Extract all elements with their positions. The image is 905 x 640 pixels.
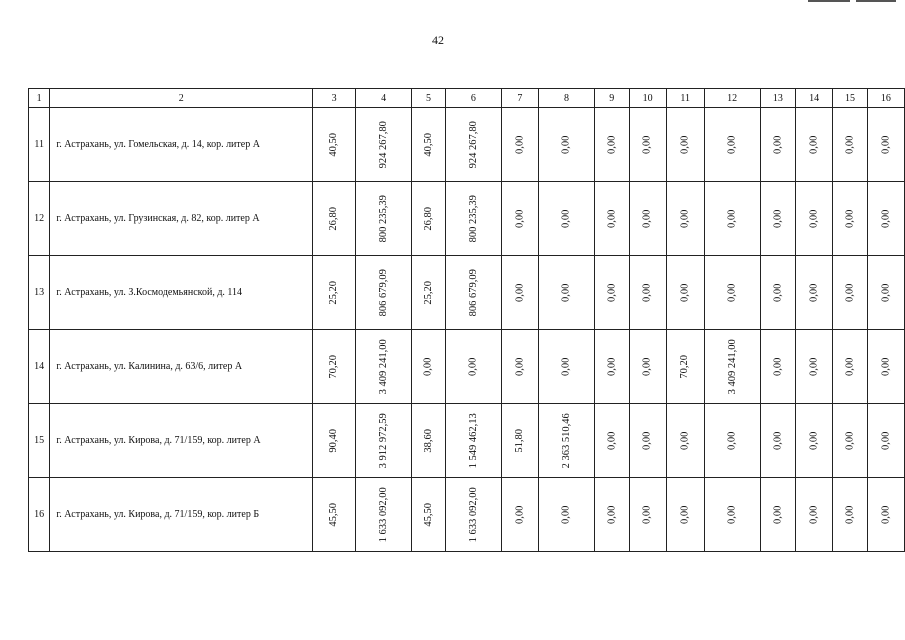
value-cell	[313, 330, 356, 404]
value-cell	[356, 478, 412, 552]
value-text: 0,00	[514, 209, 526, 228]
value-text: 0,00	[808, 209, 820, 228]
value-text: 26,80	[328, 206, 340, 231]
value-cell	[412, 478, 446, 552]
value-text: 0,00	[560, 135, 572, 154]
header-cell: 14	[796, 89, 833, 108]
value-cell	[666, 182, 704, 256]
value-text: 0,00	[844, 431, 856, 450]
value-text: 0,00	[606, 135, 618, 154]
value-cell	[445, 478, 501, 552]
value-cell	[412, 182, 446, 256]
value-cell	[796, 330, 833, 404]
value-cell	[629, 330, 666, 404]
value-text: 0,00	[679, 431, 691, 450]
value-text: 0,00	[772, 357, 784, 376]
table-row	[29, 404, 905, 478]
value-cell	[666, 478, 704, 552]
value-cell	[796, 108, 833, 182]
value-cell	[313, 256, 356, 330]
address-cell: г. Астрахань, ул. Калинина, д. 63/6, литер А	[50, 330, 313, 404]
value-cell	[704, 478, 760, 552]
value-text: 0,00	[880, 283, 892, 302]
value-text: 0,00	[880, 505, 892, 524]
value-text: 0,00	[560, 357, 572, 376]
value-text: 26,80	[422, 206, 434, 231]
value-cell	[704, 182, 760, 256]
value-text: 0,00	[808, 505, 820, 524]
value-cell	[760, 256, 795, 330]
value-text: 45,50	[328, 502, 340, 527]
value-text: 0,00	[772, 283, 784, 302]
value-text: 1 633 092,00	[467, 486, 479, 543]
value-text: 70,20	[328, 354, 340, 379]
value-text: 0,00	[772, 505, 784, 524]
value-text: 806 679,09	[467, 268, 479, 317]
value-text: 806 679,09	[377, 268, 389, 317]
value-cell	[760, 404, 795, 478]
value-text: 0,00	[606, 357, 618, 376]
header-cell: 2	[50, 89, 313, 108]
value-cell	[445, 256, 501, 330]
value-text: 924 267,80	[467, 120, 479, 169]
row-number: 12	[29, 182, 50, 256]
value-text: 0,00	[844, 135, 856, 154]
value-cell	[538, 478, 594, 552]
value-cell	[796, 404, 833, 478]
value-text: 3 409 241,00	[726, 338, 738, 395]
value-cell	[629, 256, 666, 330]
row-number: 13	[29, 256, 50, 330]
value-cell	[501, 108, 538, 182]
value-cell	[666, 108, 704, 182]
value-cell	[313, 404, 356, 478]
header-cell: 10	[629, 89, 666, 108]
value-cell	[796, 478, 833, 552]
value-text: 40,50	[328, 132, 340, 157]
value-text: 0,00	[514, 357, 526, 376]
value-text: 0,00	[880, 431, 892, 450]
value-cell	[538, 256, 594, 330]
value-text: 0,00	[514, 505, 526, 524]
corner-mark-right	[856, 0, 896, 2]
value-cell	[760, 182, 795, 256]
value-cell	[704, 330, 760, 404]
value-cell	[833, 478, 868, 552]
value-text: 0,00	[726, 283, 738, 302]
header-cell: 16	[867, 89, 904, 108]
value-text: 0,00	[726, 431, 738, 450]
row-number: 15	[29, 404, 50, 478]
value-text: 70,20	[679, 354, 691, 379]
header-cell: 1	[29, 89, 50, 108]
value-text: 0,00	[641, 283, 653, 302]
value-text: 90,40	[328, 428, 340, 453]
value-cell	[445, 182, 501, 256]
row-number: 16	[29, 478, 50, 552]
value-cell	[445, 330, 501, 404]
value-cell	[356, 404, 412, 478]
value-text: 0,00	[808, 283, 820, 302]
value-text: 0,00	[726, 209, 738, 228]
header-cell: 8	[538, 89, 594, 108]
table-row	[29, 330, 905, 404]
value-cell	[356, 108, 412, 182]
value-text: 0,00	[679, 283, 691, 302]
value-cell	[833, 256, 868, 330]
value-cell	[538, 108, 594, 182]
value-text: 0,00	[679, 209, 691, 228]
value-cell	[356, 256, 412, 330]
value-cell	[412, 404, 446, 478]
value-cell	[760, 478, 795, 552]
value-text: 800 235,39	[377, 194, 389, 243]
value-text: 0,00	[606, 431, 618, 450]
value-text: 0,00	[467, 357, 479, 376]
row-number: 14	[29, 330, 50, 404]
value-text: 0,00	[844, 357, 856, 376]
value-cell	[501, 404, 538, 478]
value-cell	[412, 108, 446, 182]
value-text: 25,20	[422, 280, 434, 305]
value-cell	[629, 182, 666, 256]
value-cell	[867, 330, 904, 404]
value-cell	[704, 108, 760, 182]
header-cell: 11	[666, 89, 704, 108]
value-cell	[867, 182, 904, 256]
value-cell	[313, 182, 356, 256]
value-text: 0,00	[808, 135, 820, 154]
header-cell: 4	[356, 89, 412, 108]
value-text: 25,20	[328, 280, 340, 305]
value-cell	[704, 404, 760, 478]
value-cell	[666, 404, 704, 478]
value-cell	[412, 330, 446, 404]
value-text: 0,00	[606, 505, 618, 524]
value-text: 0,00	[844, 505, 856, 524]
value-text: 0,00	[808, 431, 820, 450]
corner-mark-left	[808, 0, 850, 2]
value-cell	[538, 330, 594, 404]
value-text: 38,60	[422, 428, 434, 453]
value-cell	[867, 256, 904, 330]
value-text: 0,00	[641, 431, 653, 450]
value-cell	[666, 256, 704, 330]
value-text: 0,00	[641, 357, 653, 376]
value-cell	[833, 108, 868, 182]
value-cell	[501, 182, 538, 256]
value-text: 40,50	[422, 132, 434, 157]
data-table	[28, 88, 905, 552]
value-cell	[760, 108, 795, 182]
value-text: 3 409 241,00	[377, 338, 389, 395]
value-cell	[356, 330, 412, 404]
value-cell	[595, 478, 630, 552]
header-cell: 7	[501, 89, 538, 108]
value-cell	[867, 404, 904, 478]
table-row	[29, 256, 905, 330]
value-text: 0,00	[880, 357, 892, 376]
value-text: 0,00	[808, 357, 820, 376]
value-cell	[867, 108, 904, 182]
value-text: 0,00	[726, 505, 738, 524]
value-cell	[356, 182, 412, 256]
value-cell	[629, 404, 666, 478]
value-cell	[595, 256, 630, 330]
value-cell	[595, 182, 630, 256]
value-cell	[760, 330, 795, 404]
value-text: 0,00	[560, 505, 572, 524]
value-cell	[833, 330, 868, 404]
address-cell: г. Астрахань, ул. Гомельская, д. 14, кор. литер А	[50, 108, 313, 182]
value-text: 0,00	[606, 283, 618, 302]
value-cell	[313, 108, 356, 182]
value-text: 3 912 972,59	[377, 412, 389, 469]
table-row	[29, 108, 905, 182]
value-text: 0,00	[844, 209, 856, 228]
address-cell: г. Астрахань, ул. Кирова, д. 71/159, кор. литер Б	[50, 478, 313, 552]
value-text: 51,80	[514, 428, 526, 453]
header-cell: 6	[445, 89, 501, 108]
value-cell	[704, 256, 760, 330]
value-cell	[595, 404, 630, 478]
value-cell	[796, 256, 833, 330]
value-cell	[796, 182, 833, 256]
value-text: 0,00	[514, 135, 526, 154]
value-cell	[595, 330, 630, 404]
value-text: 0,00	[772, 209, 784, 228]
page-number: 42	[432, 33, 444, 47]
value-cell	[445, 108, 501, 182]
value-cell	[629, 108, 666, 182]
value-text: 0,00	[606, 209, 618, 228]
value-cell	[501, 478, 538, 552]
value-text: 0,00	[679, 505, 691, 524]
value-cell	[445, 404, 501, 478]
value-cell	[595, 108, 630, 182]
value-text: 45,50	[422, 502, 434, 527]
header-cell: 3	[313, 89, 356, 108]
address-cell: г. Астрахань, ул. З.Космодемьянской, д. 114	[50, 256, 313, 330]
value-text: 0,00	[560, 209, 572, 228]
value-cell	[833, 404, 868, 478]
value-cell	[538, 182, 594, 256]
value-text: 0,00	[560, 283, 572, 302]
header-cell: 13	[760, 89, 795, 108]
value-text: 0,00	[726, 135, 738, 154]
value-text: 0,00	[880, 209, 892, 228]
value-text: 1 549 462,13	[467, 412, 479, 469]
header-cell: 5	[412, 89, 446, 108]
value-cell	[629, 478, 666, 552]
value-text: 0,00	[772, 431, 784, 450]
value-cell	[501, 256, 538, 330]
row-number: 11	[29, 108, 50, 182]
table-row	[29, 182, 905, 256]
value-text: 0,00	[880, 135, 892, 154]
header-cell: 15	[833, 89, 868, 108]
value-text: 0,00	[844, 283, 856, 302]
value-text: 0,00	[772, 135, 784, 154]
value-text: 0,00	[514, 283, 526, 302]
value-text: 1 633 092,00	[377, 486, 389, 543]
address-cell: г. Астрахань, ул. Грузинская, д. 82, кор. литер А	[50, 182, 313, 256]
value-cell	[833, 182, 868, 256]
value-text: 0,00	[641, 135, 653, 154]
value-cell	[501, 330, 538, 404]
value-cell	[867, 478, 904, 552]
address-cell: г. Астрахань, ул. Кирова, д. 71/159, кор. литер А	[50, 404, 313, 478]
value-text: 800 235,39	[467, 194, 479, 243]
value-cell	[666, 330, 704, 404]
value-text: 0,00	[679, 135, 691, 154]
value-cell	[313, 478, 356, 552]
value-text: 0,00	[641, 505, 653, 524]
value-text: 2 363 510,46	[560, 412, 572, 469]
table-row	[29, 478, 905, 552]
value-text: 0,00	[641, 209, 653, 228]
header-cell: 9	[595, 89, 630, 108]
value-cell	[412, 256, 446, 330]
header-row	[29, 89, 905, 108]
value-cell	[538, 404, 594, 478]
header-cell: 12	[704, 89, 760, 108]
value-text: 924 267,80	[377, 120, 389, 169]
value-text: 0,00	[422, 357, 434, 376]
